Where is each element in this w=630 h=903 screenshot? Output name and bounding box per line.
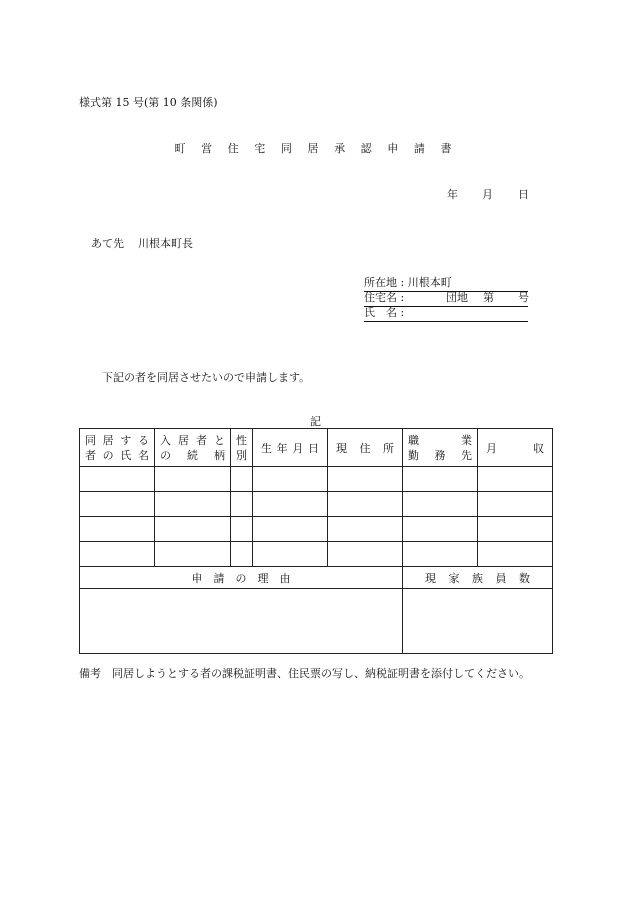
cell-birthdate[interactable] [253,517,328,542]
cell-income[interactable] [478,467,553,492]
addressee [91,235,193,251]
date-day-label: 日 [518,188,529,201]
table-row [80,467,553,492]
addressee-prefix: あて先 [91,237,124,250]
cell-occupation[interactable] [403,467,478,492]
document-title: 町 営 住 宅 同 居 承 認 申 請 書 [174,142,458,155]
cell-birthdate[interactable] [253,492,328,517]
header-income: 月 収 [478,429,553,467]
family-count-field[interactable] [403,589,553,654]
header-sex: 性 別 [231,429,253,467]
cell-birthdate[interactable] [253,467,328,492]
cell-address[interactable] [328,467,403,492]
header-person-name: 同居する 者の氏名 [80,429,155,467]
cell-person-name[interactable] [80,517,155,542]
cell-income[interactable] [478,492,553,517]
cell-relation[interactable] [155,467,231,492]
reason-field[interactable] [80,589,403,654]
table-row [80,542,553,567]
cell-address[interactable] [328,492,403,517]
cell-sex[interactable] [231,517,253,542]
cell-relation[interactable] [155,542,231,567]
applicant-housing-label: 住宅名 : [364,291,405,304]
family-count-label: 現家族員数 [403,567,553,589]
cell-person-name[interactable] [80,542,155,567]
cell-address[interactable] [328,542,403,567]
request-statement: 下記の者を同居させたいので申請します。 [102,371,311,384]
cell-relation[interactable] [155,517,231,542]
ki-label: 記 [310,415,321,428]
cell-occupation[interactable] [403,517,478,542]
cohabitant-table [79,428,553,654]
date-year-label: 年 [447,188,458,201]
table-header-row [80,429,553,467]
cell-address[interactable] [328,517,403,542]
date-month-label: 月 [482,188,493,201]
cell-income[interactable] [478,517,553,542]
header-birthdate: 生年月日 [253,429,328,467]
remarks-note: 備考 同居しようとする者の課税証明書、住民票の写し、納税証明書を添付してください。 [79,667,530,680]
cell-income[interactable] [478,542,553,567]
cell-sex[interactable] [231,542,253,567]
applicant-address-label: 所在地 : 川根本町 [364,276,452,289]
applicant-housing-danchi: 団地 [446,291,468,304]
cell-sex[interactable] [231,467,253,492]
applicant-housing-line [364,291,528,307]
cell-occupation[interactable] [403,492,478,517]
header-relation: 入居者と の 続 柄 [155,429,231,467]
applicant-housing-dai: 第 [483,291,494,304]
applicant-name-label: 氏 名 : [364,306,405,319]
table-row [80,517,553,542]
addressee-name: 川根本町長 [138,237,193,250]
cell-occupation[interactable] [403,542,478,567]
reason-label: 申 請 の 理 由 [80,567,403,589]
applicant-address-line [364,276,528,292]
cell-person-name[interactable] [80,467,155,492]
applicant-housing-go: 号 [518,291,529,304]
cell-sex[interactable] [231,492,253,517]
reason-header-row [80,567,553,589]
cell-relation[interactable] [155,492,231,517]
form-number: 様式第 15 号(第 10 条関係) [79,96,218,109]
header-address: 現住所 [328,429,403,467]
cell-person-name[interactable] [80,492,155,517]
table-row [80,492,553,517]
header-occupation: 職 業 勤務先 [403,429,478,467]
applicant-name-line [364,306,528,322]
cell-birthdate[interactable] [253,542,328,567]
reason-body-row [80,589,553,654]
